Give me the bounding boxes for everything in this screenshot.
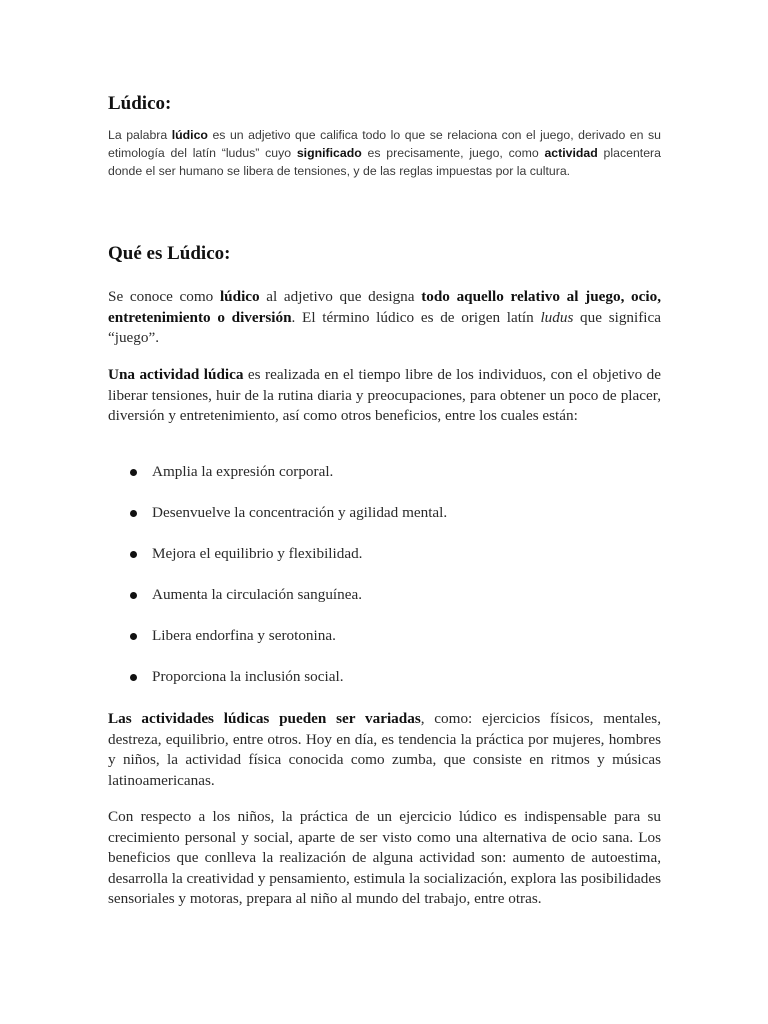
definition-paragraph — [108, 287, 661, 349]
def-italic-ludus: ludus — [540, 308, 574, 326]
benefit-text: Proporciona la inclusión social. — [152, 668, 344, 685]
intro-text-c: es un adjetivo que califica todo lo que se relaciona con el juego, derivado en su etimología del latín “ludus” cuyo — [108, 128, 661, 160]
intro-paragraph — [108, 126, 661, 180]
list-item — [108, 585, 661, 626]
def-bold-relativo: todo aquello relativo al juego, ocio, entretenimiento o diversión — [108, 288, 661, 326]
list-item — [108, 626, 661, 667]
def-text-a: Se conoce como — [108, 288, 220, 305]
intro-text-a: La palabra — [108, 128, 172, 142]
heading-que-es-ludico: Qué es Lúdico: — [108, 243, 231, 264]
intro-text-g: placentera donde el ser humano se libera de tensiones, y de las reglas impuestas por la cultura. — [108, 146, 661, 178]
variety-paragraph — [108, 709, 661, 791]
intro-text-e: es precisamente, juego, como — [361, 146, 545, 160]
children-paragraph: Con respecto a los niños, la práctica de un ejercicio lúdico es indispensable para su crecimiento personal y social, aparte de ser visto como una alternativa de ocio sana. Los beneficios que conlleva la realización de alguna actividad son: aumento de autoestima, desarrolla la creatividad y pensamiento, estimula la socialización, explora las posibilidades sensoriales y motoras, prepara al niño al mundo del trabajo, entre otras. — [108, 808, 661, 907]
var-text-b: , como: ejercicios físicos, mentales, destreza, equilibrio, entre otros. Hoy en día, es tendencia la práctica por mujeres, hombres y niños, la actividad física conocida como zumba, que consiste en ritmos y músicas latinoamericanas. — [108, 710, 661, 789]
list-item — [108, 667, 661, 708]
benefit-text: Libera endorfina y serotonina. — [152, 627, 336, 644]
bullet-icon — [130, 469, 137, 476]
benefit-text: Mejora el equilibrio y flexibilidad. — [152, 545, 363, 562]
intro-bold-actividad: actividad — [544, 146, 598, 160]
bullet-icon — [130, 633, 137, 640]
bullet-icon — [130, 510, 137, 517]
def-text-c: al adjetivo que designa — [259, 288, 422, 305]
bullet-icon — [130, 592, 137, 599]
act-bold-actividad-ludica: Una actividad lúdica — [108, 366, 244, 383]
heading-ludico: Lúdico: — [108, 93, 172, 114]
bullet-icon — [130, 674, 137, 681]
benefit-text: Desenvuelve la concentración y agilidad mental. — [152, 504, 448, 521]
def-bold-ludico: lúdico — [219, 288, 260, 305]
benefits-list — [108, 462, 661, 708]
act-text-b: es realizada en el tiempo libre de los individuos, con el objetivo de liberar tensiones, huir de la rutina diaria y preocupaciones, para obtener un poco de placer, diversión y entretenimiento, así como otros beneficios, entre los cuales están: — [108, 366, 661, 424]
intro-bold-significado: significado — [296, 146, 362, 160]
def-text-g: que significa “juego”. — [108, 308, 661, 346]
def-text-e: . El término lúdico es de origen latín — [291, 308, 541, 326]
activity-paragraph — [108, 365, 661, 427]
list-item — [108, 503, 661, 544]
intro-bold-ludico: lúdico — [171, 128, 208, 142]
bullet-icon — [130, 551, 137, 558]
list-item — [108, 462, 661, 503]
var-bold-actividades: Las actividades lúdicas pueden ser variadas — [108, 710, 421, 727]
list-item — [108, 544, 661, 585]
benefit-text: Aumenta la circulación sanguínea. — [152, 586, 363, 603]
benefit-text: Amplia la expresión corporal. — [152, 463, 334, 480]
